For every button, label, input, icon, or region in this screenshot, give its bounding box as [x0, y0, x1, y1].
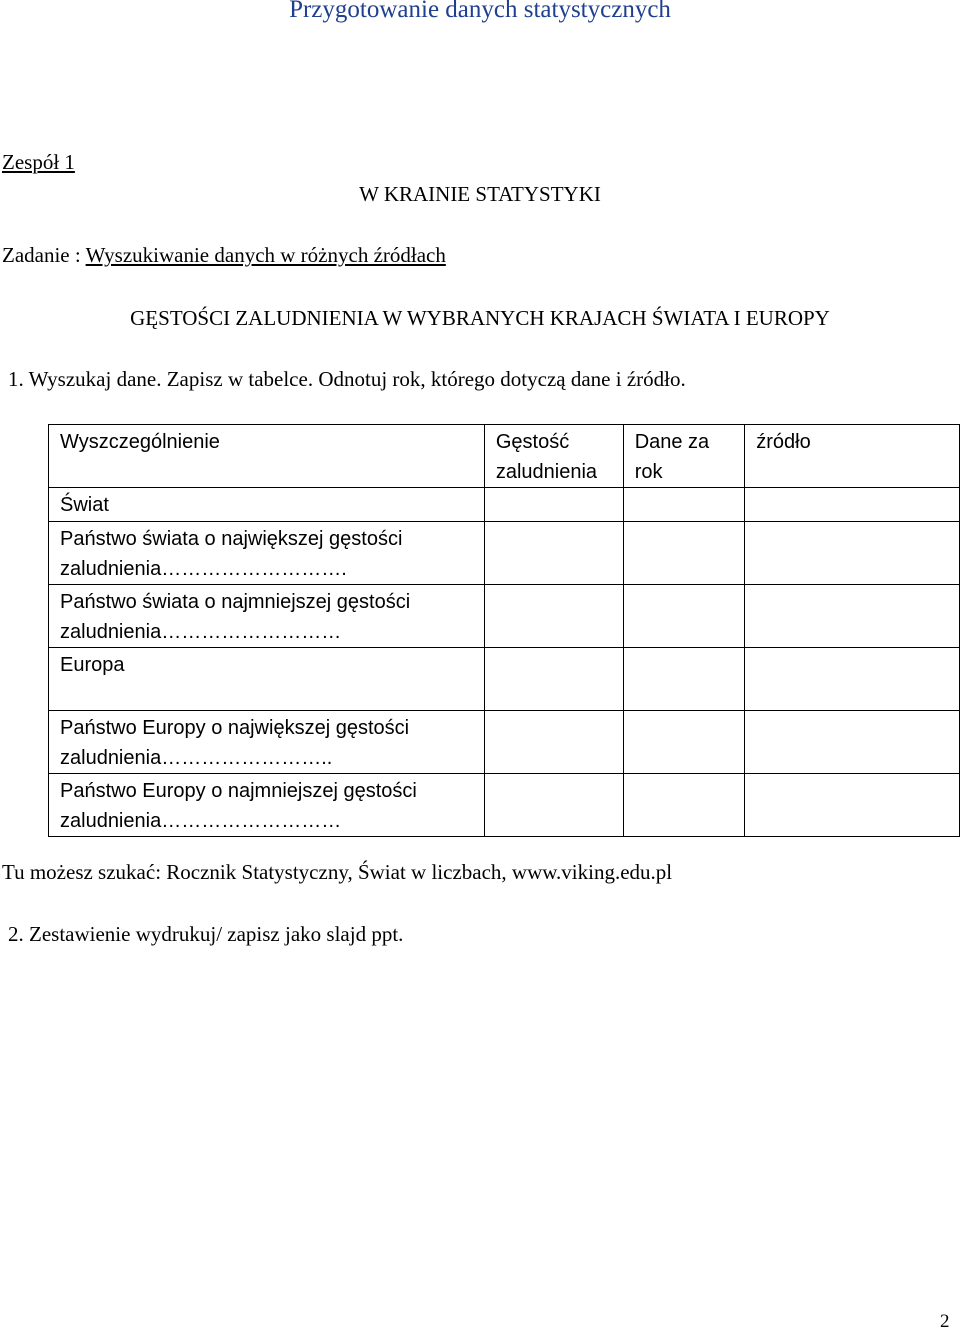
- header-cell: Gęstość zaludnienia: [484, 425, 623, 488]
- instruction-step-2: 2. Zestawienie wydrukuj/ zapisz jako slajd ppt.: [8, 922, 404, 946]
- source-cell[interactable]: [745, 648, 960, 711]
- density-cell[interactable]: [484, 522, 623, 585]
- task-prefix: Zadanie :: [2, 243, 86, 267]
- year-cell[interactable]: [623, 585, 745, 648]
- statistics-table: [48, 424, 960, 837]
- section-heading: GĘSTOŚCI ZALUDNIENIA W WYBRANYCH KRAJACH ŚWIATA I EUROPY: [130, 306, 830, 330]
- page-number: 2: [940, 1311, 950, 1332]
- row-label: Państwo świata o największej gęstości zaludnienia……………………….: [49, 522, 485, 585]
- source-cell[interactable]: [745, 585, 960, 648]
- subtitle: W KRAINIE STATYSTYKI: [359, 182, 601, 206]
- row-label: Europa: [49, 648, 485, 711]
- year-cell[interactable]: [623, 522, 745, 585]
- table-row: [49, 711, 960, 774]
- table-row: [49, 488, 960, 522]
- table-row: [49, 774, 960, 837]
- table-row: [49, 648, 960, 711]
- instruction-step-1: 1. Wyszukaj dane. Zapisz w tabelce. Odnotuj rok, którego dotyczą dane i źródło.: [8, 367, 686, 391]
- table-header-row: [49, 425, 960, 488]
- table-row: [49, 522, 960, 585]
- task-name: Wyszukiwanie danych w różnych źródłach: [85, 243, 446, 267]
- team-label: Zespół 1: [2, 150, 75, 174]
- table-row: [49, 585, 960, 648]
- density-cell[interactable]: [484, 585, 623, 648]
- density-cell[interactable]: [484, 711, 623, 774]
- row-label: Państwo Europy o największej gęstości zaludnienia……………………..: [49, 711, 485, 774]
- page-title: Przygotowanie danych statystycznych: [289, 0, 671, 23]
- source-hint: Tu możesz szukać: Rocznik Statystyczny, Świat w liczbach, www.viking.edu.pl: [2, 860, 673, 884]
- year-cell[interactable]: [623, 488, 745, 522]
- header-cell: źródło: [745, 425, 960, 488]
- density-cell[interactable]: [484, 488, 623, 522]
- density-cell[interactable]: [484, 774, 623, 837]
- source-cell[interactable]: [745, 774, 960, 837]
- year-cell[interactable]: [623, 711, 745, 774]
- source-cell[interactable]: [745, 488, 960, 522]
- header-cell: Dane za rok: [623, 425, 745, 488]
- header-cell: Wyszczególnienie: [49, 425, 485, 488]
- density-cell[interactable]: [484, 648, 623, 711]
- year-cell[interactable]: [623, 774, 745, 837]
- row-label: Państwo Europy o najmniejszej gęstości zaludnienia………………………: [49, 774, 485, 837]
- row-label: Państwo świata o najmniejszej gęstości zaludnienia………………………: [49, 585, 485, 648]
- task-line: [2, 243, 446, 268]
- row-label: Świat: [49, 488, 485, 522]
- year-cell[interactable]: [623, 648, 745, 711]
- source-cell[interactable]: [745, 522, 960, 585]
- source-cell[interactable]: [745, 711, 960, 774]
